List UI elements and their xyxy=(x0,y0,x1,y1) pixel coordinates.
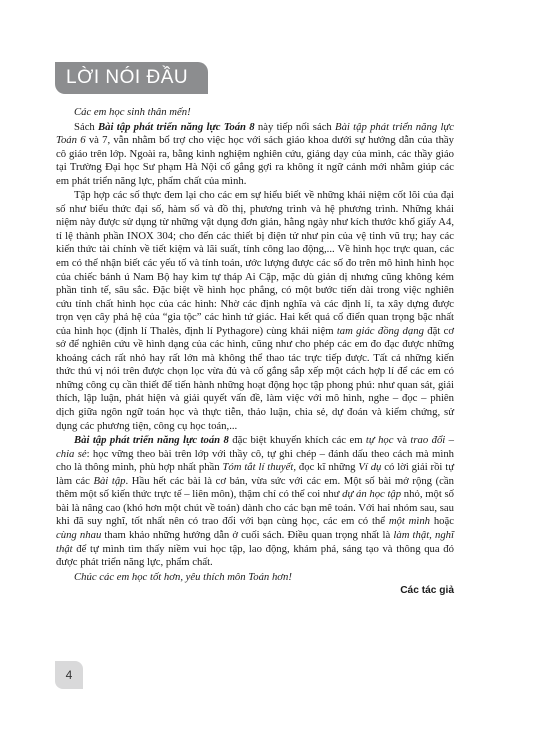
paragraph-content: Tập hợp các số thực đem lại cho các em sự hiểu biết về những khái niệm cốt lõi của đại số như biểu thức đại số, hàm số và đồ thị, phương trình và hệ phương trình. Những khái niệm này được sử dụng từ những vật dụng đơn giản, hằng ngày như kích thước khổ giấy A4, tỉ lệ thành phần INOX 304; cho đến các thiết bị điện tử như pin của vệ tinh vũ trụ; hay các kiến thức tài chính về tiết kiệm và lãi suất, tính công lao động,... Về hình học trực quan, các em có thể nhận biết các yếu tố và tính toán, ước lượng được các số đo trên mô hình hình học của chiếc bánh ú Nam Bộ hay kim tự tháp Ai Cập, mặc dù giản dị nhưng cũng không kém phần tinh tế, sâu sắc. Đặc biệt về hình học phẳng, có một bước tiến dài trong việc nghiên cứu tính chất hình học của các hình: Nhờ các định nghĩa và các định lí, ta xây dựng được trọn vẹn cây phả hệ của “gia tộc” các hình tứ giác. Hai kết quả cổ điển quan trọng bậc nhất của hình học (định lí Thalès, định lí Pythagore) cùng khái niệm tam giác đồng dạng đặt cơ sở để nghiên cứu về hình dạng của các hình, cũng như cho phép các em đo đạc được những khoảng cách rất nhỏ hay rất lớn mà không thể thao tác trực tiếp được. Tất cả những kiến thức thú vị nói trên được chọn lọc vừa đủ và cố gắng sắp xếp một cách hợp lí để các em có những công cụ cần thiết để tiến hành những hoạt động học tập phong phú: như quan sát, giải thích, lập luận, phát hiện và giải quyết vấn đề, làm việc với mô hình, nghe – đọc – phiên dịch giữa ngôn ngữ toán học và thực tiễn, thảo luận, chia sẻ, dự đoán và kiểm chứng, sử dụng các phương tiện, công cụ học toán,... xyxy=(56,189,454,432)
preface-body xyxy=(56,106,454,598)
section-title-banner: LỜI NÓI ĐẦU xyxy=(55,62,208,94)
greeting-line: Các em học sinh thân mến! xyxy=(74,106,191,118)
paragraph-intro: Sách Bài tập phát triển năng lực Toán 8 này tiếp nối sách Bài tập phát triển năng lực Toán 6 và 7, vẫn nhằm bổ trợ cho việc học với sách giáo khoa dưới sự hướng dẫn của thầy cô giáo trên lớp. Ngoài ra, bằng kinh nghiệm nghiên cứu, giảng dạy của mình, các thầy giáo tại Trường Đại học Sư phạm Hà Nội cố gắng gợi ra không ít ngữ cảnh mới nhằm giúp các em phát triển năng lực, phẩm chất của mình. xyxy=(56,120,454,187)
page-number: 4 xyxy=(55,661,83,689)
paragraph-method: Bài tập phát triển năng lực toán 8 đặc biệt khuyến khích các em tự học và trao đổi – chia sẻ: học vững theo bài trên lớp với thầy cô, tự ghi chép – đánh dấu theo cách mà mình cho là thông minh, phù hợp nhất phần Tóm tắt lí thuyết, đọc kĩ những Ví dụ có lời giải rồi tự làm các Bài tập. Hầu hết các bài là cơ bản, vừa sức với các em. Một số bài mở rộng (cần thêm một số kiến thức trực tế – liên môn), thậm chí có thể coi như dự án học tập nhỏ, một số bài là nâng cao (khó hơn một chút về toán) dành cho các bạn mê toán. Với hai nhóm sau, sau khi đã suy nghĩ, tốt nhất nên có trao đổi với bạn cùng học, các em có thể một mình hoặc cùng nhau tham khảo những hướng dẫn ở cuối sách. Điều quan trọng nhất là làm thật, nghĩ thật để tự mình tìm thấy niềm vui học tập, lao động, khám phá, sáng tạo và thông qua đó được phát triển năng lực, phẩm chất. xyxy=(56,434,455,569)
author-signature: Các tác giả xyxy=(400,585,454,597)
closing-wish: Chúc các em học tốt hơn, yêu thích môn Toán hơn! xyxy=(74,570,292,583)
